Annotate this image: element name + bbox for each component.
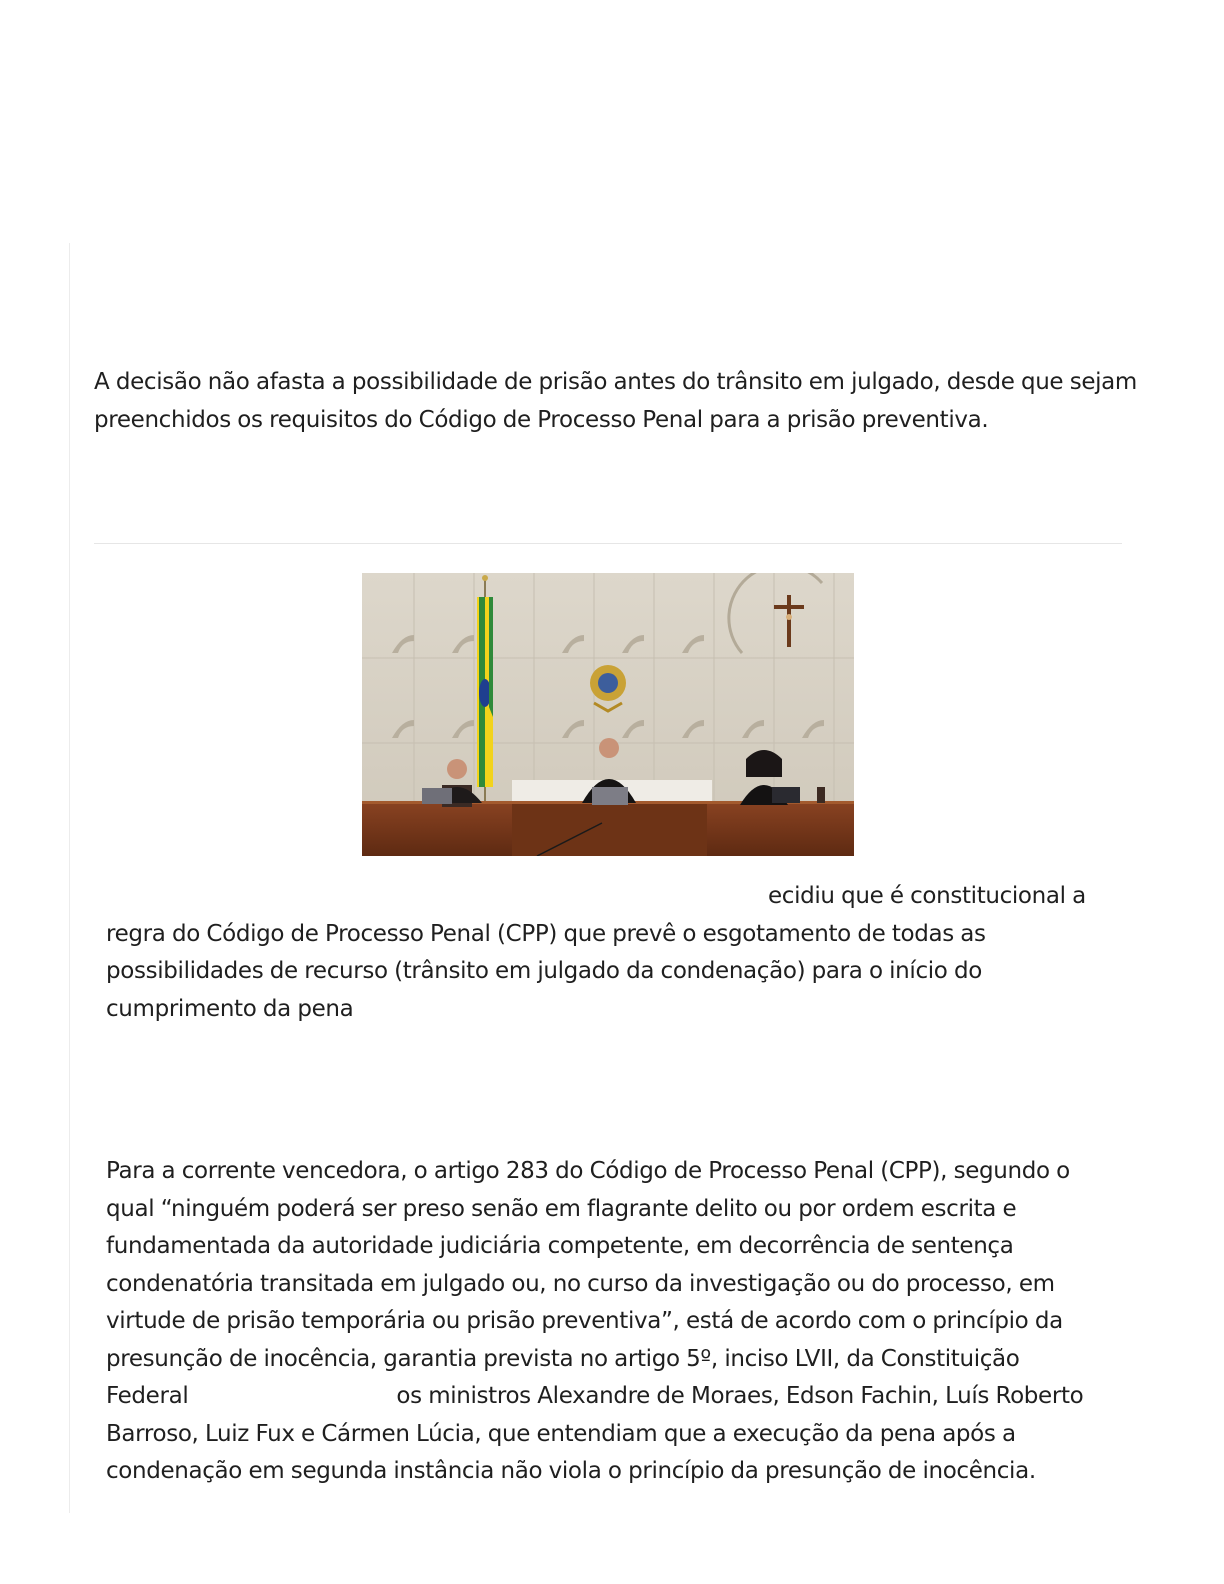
text-line: presunção de inocência, garantia prevista no artigo 5º, inciso LVII, da Constituição <box>106 1345 1020 1372</box>
text-line: preenchidos os requisitos do Código de Processo Penal para a prisão preventiva. <box>94 406 989 433</box>
text-line: condenação em segunda instância não viola o princípio da presunção de inocência. <box>106 1458 1036 1484</box>
text-line: regra do Código de Processo Penal (CPP) que prevê o esgotamento de todas as <box>106 920 986 947</box>
text-line: condenatória transitada em julgado ou, no curso da investigação ou do processo, em <box>106 1270 1055 1297</box>
text-line: ecidiu que é constitucional a <box>768 883 1086 909</box>
text-line: virtude de prisão temporária ou prisão preventiva”, está de acordo com o princípio da <box>106 1308 1063 1334</box>
text-line: Barroso, Luiz Fux e Cármen Lúcia, que entendiam que a execução da pena após a <box>106 1420 1016 1447</box>
text-line-split <box>106 1378 1083 1416</box>
text-line: cumprimento da pena <box>106 995 354 1022</box>
text-fragment: Federal <box>106 1383 189 1409</box>
text-fragment: os ministros Alexandre de Moraes, Edson Fachin, Luís Roberto <box>396 1383 1084 1409</box>
text-line: possibilidades de recurso (trânsito em julgado da condenação) para o início do <box>106 958 982 984</box>
paragraph-winning-argument <box>106 1153 1083 1491</box>
paragraph-constitutional-rule <box>106 878 1086 1028</box>
courtroom-photo <box>362 573 854 856</box>
paragraph-preventive-detention <box>94 364 1137 439</box>
section-divider <box>94 543 1122 544</box>
content-left-border <box>69 243 70 1513</box>
text-line: A decisão não afasta a possibilidade de prisão antes do trânsito em julgado, desde que sejam <box>94 369 1137 395</box>
text-line: qual “ninguém poderá ser preso senão em flagrante delito ou por ordem escrita e <box>106 1195 1017 1222</box>
text-line: Para a corrente vencedora, o artigo 283 do Código de Processo Penal (CPP), segundo o <box>106 1158 1070 1184</box>
text-line: fundamentada da autoridade judiciária competente, em decorrência de sentença <box>106 1233 1014 1259</box>
